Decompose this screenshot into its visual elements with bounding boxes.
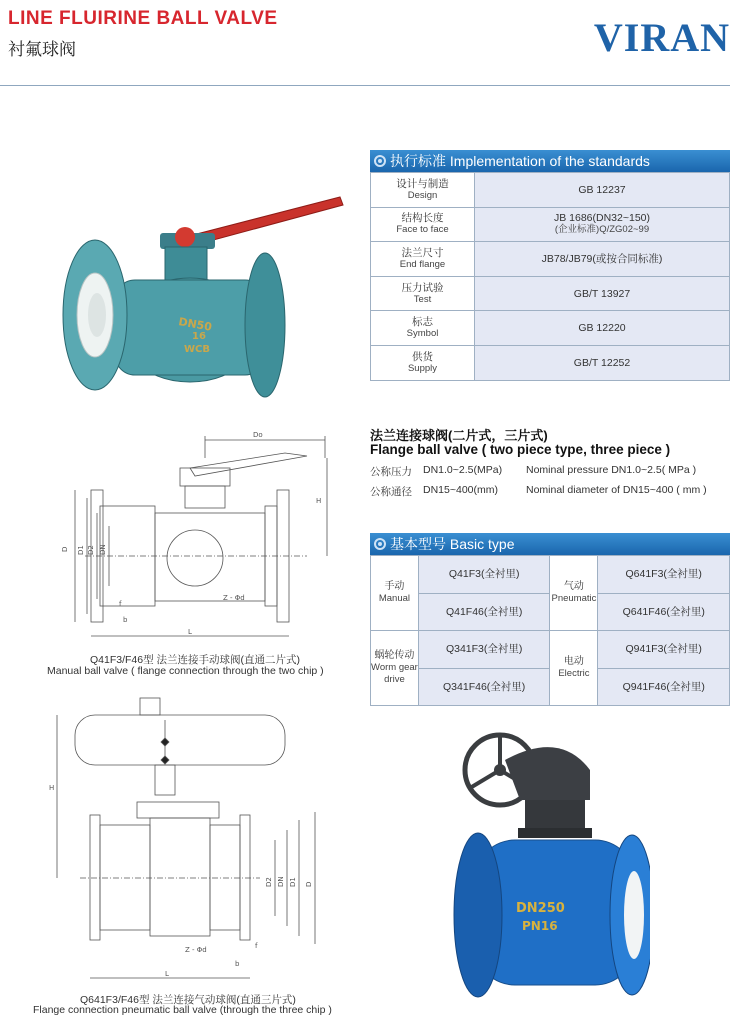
worm-gear-ball-valve-photo xyxy=(450,730,650,1015)
dim-dn: DN xyxy=(277,876,285,887)
diameter-label: 公称通径 xyxy=(370,486,412,498)
table-row xyxy=(371,345,730,380)
drawing1-caption-en: Manual ball valve ( flange connection through the two chip ) xyxy=(47,665,324,677)
model-cell: Q941F3(全衬里) xyxy=(598,631,730,669)
standards-heading: 执行标准 Implementation of the standards xyxy=(390,153,650,169)
diameter-value: DN15~400(mm) xyxy=(423,484,498,496)
table-row xyxy=(371,242,730,277)
row-value-2: (企业标准)Q/ZG02~99 xyxy=(554,224,650,236)
dim-l: L xyxy=(188,628,192,636)
dim-h: H xyxy=(49,784,55,792)
basic-type-heading: 基本型号 Basic type xyxy=(390,536,515,552)
model-cell: Q941F46(全衬里) xyxy=(598,668,730,706)
dim-d: D xyxy=(61,546,69,552)
bullet-icon xyxy=(374,155,386,167)
dim-b: b xyxy=(123,616,128,624)
bullet-icon xyxy=(374,538,386,550)
row-label-cn: 结构长度 xyxy=(401,212,444,225)
row-value: GB/T 12252 xyxy=(475,345,730,380)
pressure-en: Nominal pressure DN1.0~2.5( MPa ) xyxy=(526,464,697,476)
table-row xyxy=(371,556,730,594)
pressure-value: DN1.0~2.5(MPa) xyxy=(423,464,503,476)
basic-type-heading-bar xyxy=(370,533,730,555)
manual-ball-valve-photo xyxy=(60,185,350,415)
row-label-cn: 设计与制造 xyxy=(396,177,449,190)
pneumatic-valve-drawing xyxy=(45,690,345,990)
row-label-en: Supply xyxy=(407,362,438,374)
dim-f: f xyxy=(119,600,122,608)
valve1-marking-mat: WCB xyxy=(184,344,210,355)
dim-z: Z - Φd xyxy=(223,594,245,602)
basic-type-table xyxy=(370,555,730,706)
valve2-marking-dn: DN250 xyxy=(516,901,565,916)
pressure-label: 公称压力 xyxy=(370,466,412,478)
row-label-cn: 法兰尺寸 xyxy=(401,246,444,259)
model-cell: Q641F3(全衬里) xyxy=(598,556,730,594)
standards-table xyxy=(370,172,730,381)
row-label-en: Face to face xyxy=(396,224,449,236)
dim-b: b xyxy=(235,960,240,968)
row-label-cn: 压力试验 xyxy=(401,281,444,294)
row-value: GB/T 13927 xyxy=(475,276,730,311)
row-value: JB 1686(DN32~150) xyxy=(553,212,651,225)
model-cell: Q41F3(全衬里) xyxy=(418,556,550,594)
drawing1-caption-cn: Q41F3/F46型 法兰连接手动球阀(直通二片式) xyxy=(90,654,301,666)
dim-d1: D1 xyxy=(77,545,85,555)
group-label-en: Manual xyxy=(378,593,411,604)
row-label-cn: 供货 xyxy=(412,350,433,363)
group-label-cn: 气动 xyxy=(563,581,584,592)
dim-h: H xyxy=(316,497,322,505)
model-cell: Q341F46(全衬里) xyxy=(418,668,550,706)
model-cell: Q641F46(全衬里) xyxy=(598,593,730,631)
group-label-en: Pneumatic xyxy=(551,593,597,604)
group-label-cn: 电动 xyxy=(563,656,584,667)
group-label-cn: 手动 xyxy=(384,581,405,592)
dim-l: L xyxy=(165,970,169,978)
dim-d2: D2 xyxy=(265,877,273,887)
model-cell: Q41F46(全衬里) xyxy=(418,593,550,631)
group-label-cn: 蜗轮传动 xyxy=(374,650,415,661)
row-value: GB 12237 xyxy=(475,173,730,208)
dim-f: f xyxy=(255,942,258,950)
valve1-marking-dn: DN50 xyxy=(177,315,213,334)
dim-d: D xyxy=(305,881,313,887)
dim-do: Do xyxy=(253,431,263,439)
table-row xyxy=(371,173,730,208)
brand-logo: VIRAN xyxy=(593,15,730,60)
table-row xyxy=(371,631,730,669)
table-row xyxy=(371,207,730,242)
dim-d1: D1 xyxy=(289,877,297,887)
row-value: GB 12220 xyxy=(475,311,730,346)
row-label-en: Symbol xyxy=(406,328,439,340)
header-divider xyxy=(0,85,730,86)
row-label-en: End flange xyxy=(399,258,446,270)
dim-z: Z - Φd xyxy=(185,946,207,954)
row-value: JB78/JB79(或按合同标准) xyxy=(475,242,730,277)
table-row xyxy=(371,311,730,346)
row-label-en: Design xyxy=(407,189,438,201)
valve2-marking-pn: PN16 xyxy=(522,919,558,933)
manual-valve-drawing xyxy=(45,428,345,648)
drawing2-caption-en: Flange connection pneumatic ball valve (through the three chip ) xyxy=(33,1004,332,1016)
group-label-en: Electric xyxy=(558,668,590,679)
table-row xyxy=(371,276,730,311)
valve1-marking-pn: 16 xyxy=(192,331,206,342)
row-label-en: Test xyxy=(413,293,432,305)
dim-dn: DN xyxy=(99,544,107,555)
drawing2-caption-cn: Q641F3/F46型 法兰连接气动球阀(直通三片式) xyxy=(80,994,296,1006)
model-cell: Q341F3(全衬里) xyxy=(418,631,550,669)
product-title-en: LINE FLUIRINE BALL VALVE xyxy=(8,8,278,29)
standards-heading-bar xyxy=(370,150,730,172)
diameter-en: Nominal diameter of DN15~400 ( mm ) xyxy=(526,484,707,496)
row-label-cn: 标志 xyxy=(412,316,433,329)
flange-ball-title-en: Flange ball valve ( two piece type, three piece ) xyxy=(370,442,671,457)
flange-ball-title-cn: 法兰连接球阀(二片式，三片式) xyxy=(370,428,548,443)
product-title-cn: 衬氟球阀 xyxy=(8,40,76,60)
group-label-en: Worm gear drive xyxy=(371,662,418,685)
dim-d2: D2 xyxy=(87,545,95,555)
